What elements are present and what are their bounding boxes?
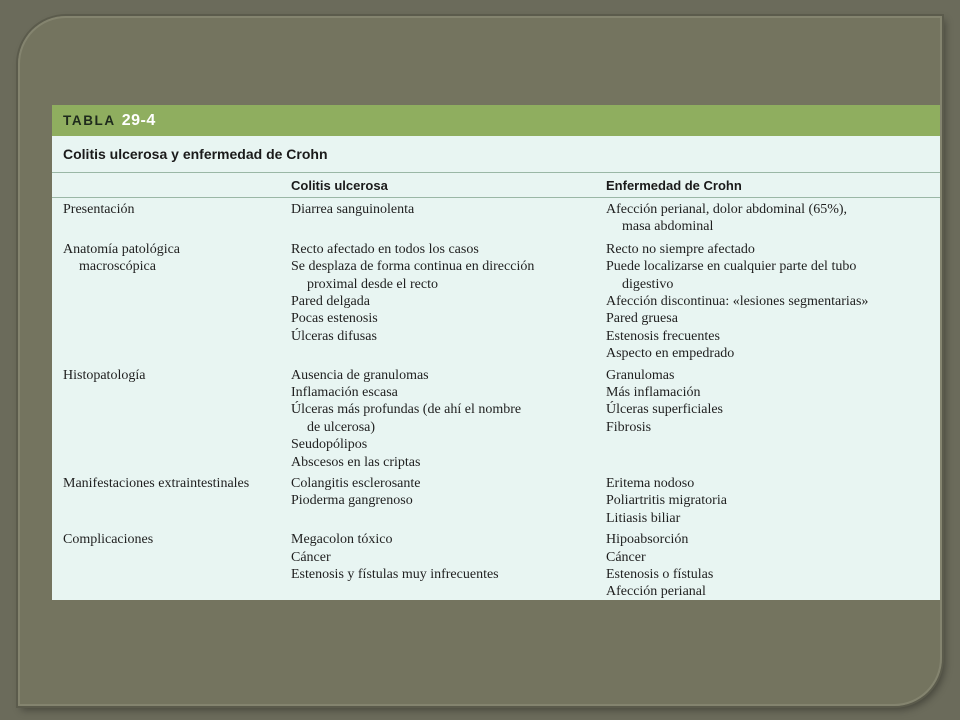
colitis-cell — [291, 475, 591, 510]
table-row — [52, 472, 940, 528]
cell-line: Fibrosis — [606, 419, 652, 435]
cell-line: Recto no siempre afectado — [606, 241, 755, 257]
cell-line: Cáncer — [291, 549, 331, 565]
cell-line: Afección perianal, dolor abdominal (65%), — [606, 202, 848, 217]
cell-line: Pared delgada — [291, 294, 370, 310]
cell-line: Eritema nodoso — [606, 475, 695, 491]
cell-line: Inflamación escasa — [291, 385, 398, 400]
cell-line: Manifestaciones extraintestinales — [63, 475, 250, 491]
cell-line: Pared gruesa — [606, 311, 678, 327]
cell-line: Afección perianal — [606, 584, 706, 600]
crohn-cell — [606, 367, 936, 437]
cell-line: Se desplaza de forma continua en dirección — [291, 259, 535, 275]
table-label-bar — [52, 105, 940, 136]
cell-line: Úlceras más profundas (de ahí el nombre — [291, 402, 522, 418]
cell-line: Recto afectado en todos los casos — [291, 241, 479, 257]
table-body — [52, 198, 940, 600]
cell-line: Úlceras superficiales — [606, 402, 723, 418]
row-category-cell — [63, 475, 288, 492]
row-category-cell — [63, 241, 288, 276]
table-row — [52, 528, 940, 600]
cell-line: Afección discontinua: «lesiones segmentarias» — [606, 294, 869, 310]
cell-line: proximal desde el recto — [307, 276, 439, 292]
cell-line: Estenosis o fístulas — [606, 566, 714, 582]
cell-line: Histopatología — [63, 367, 146, 383]
crohn-cell — [606, 531, 936, 600]
cell-line: digestivo — [622, 276, 674, 292]
cell-line: Abscesos en las criptas — [291, 454, 421, 470]
table-row — [52, 364, 940, 472]
cell-line: Presentación — [63, 202, 135, 217]
cell-line: Puede localizarse en cualquier parte del tubo — [606, 259, 857, 275]
cell-line: Más inflamación — [606, 385, 701, 400]
cell-line: Litiasis biliar — [606, 510, 681, 526]
cell-line: Estenosis frecuentes — [606, 328, 720, 344]
cell-line: Megacolon tóxico — [291, 532, 393, 548]
cell-line: Granulomas — [606, 367, 675, 383]
cell-line: Hipoabsorción — [606, 532, 689, 548]
cell-line: de ulcerosa) — [307, 419, 376, 435]
crohn-cell — [606, 241, 936, 363]
cell-line: masa abdominal — [622, 219, 714, 235]
cell-line: Seudopólipos — [291, 437, 368, 453]
cell-line: Pioderma gangrenoso — [291, 493, 413, 509]
row-category-cell — [63, 201, 288, 218]
row-category-cell — [63, 531, 288, 548]
crohn-cell — [606, 475, 936, 527]
cell-line: Cáncer — [606, 549, 646, 565]
cell-line: Anatomía patológica — [63, 241, 181, 257]
cell-line: Úlceras difusas — [291, 328, 377, 344]
cell-line: Aspecto en empedrado — [606, 346, 735, 362]
column-header-colitis: Colitis ulcerosa — [291, 178, 388, 193]
table-row — [52, 198, 940, 238]
table-row — [52, 238, 940, 364]
colitis-cell — [291, 367, 591, 471]
cell-line: Ausencia de granulomas — [291, 367, 429, 383]
cell-line: Estenosis y fístulas muy infrecuentes — [291, 566, 499, 582]
table-title: Colitis ulcerosa y enfermedad de Crohn — [52, 136, 940, 173]
cell-line: macroscópica — [79, 259, 156, 275]
table-label-number: 29-4 — [121, 111, 156, 129]
colitis-cell — [291, 201, 591, 218]
row-category-cell — [63, 367, 288, 384]
column-header-row — [52, 173, 940, 198]
table-label-word: TABLA — [63, 113, 116, 128]
column-header-crohn: Enfermedad de Crohn — [606, 178, 742, 193]
cell-line: Complicaciones — [63, 532, 154, 548]
cell-line: Colangitis esclerosante — [291, 475, 421, 491]
cell-line: Poliartritis migratoria — [606, 493, 727, 509]
colitis-cell — [291, 241, 591, 345]
table-figure — [52, 105, 940, 600]
cell-line: Pocas estenosis — [291, 311, 378, 327]
crohn-cell — [606, 201, 936, 236]
colitis-cell — [291, 531, 591, 583]
cell-line: Diarrea sanguinolenta — [291, 202, 415, 217]
